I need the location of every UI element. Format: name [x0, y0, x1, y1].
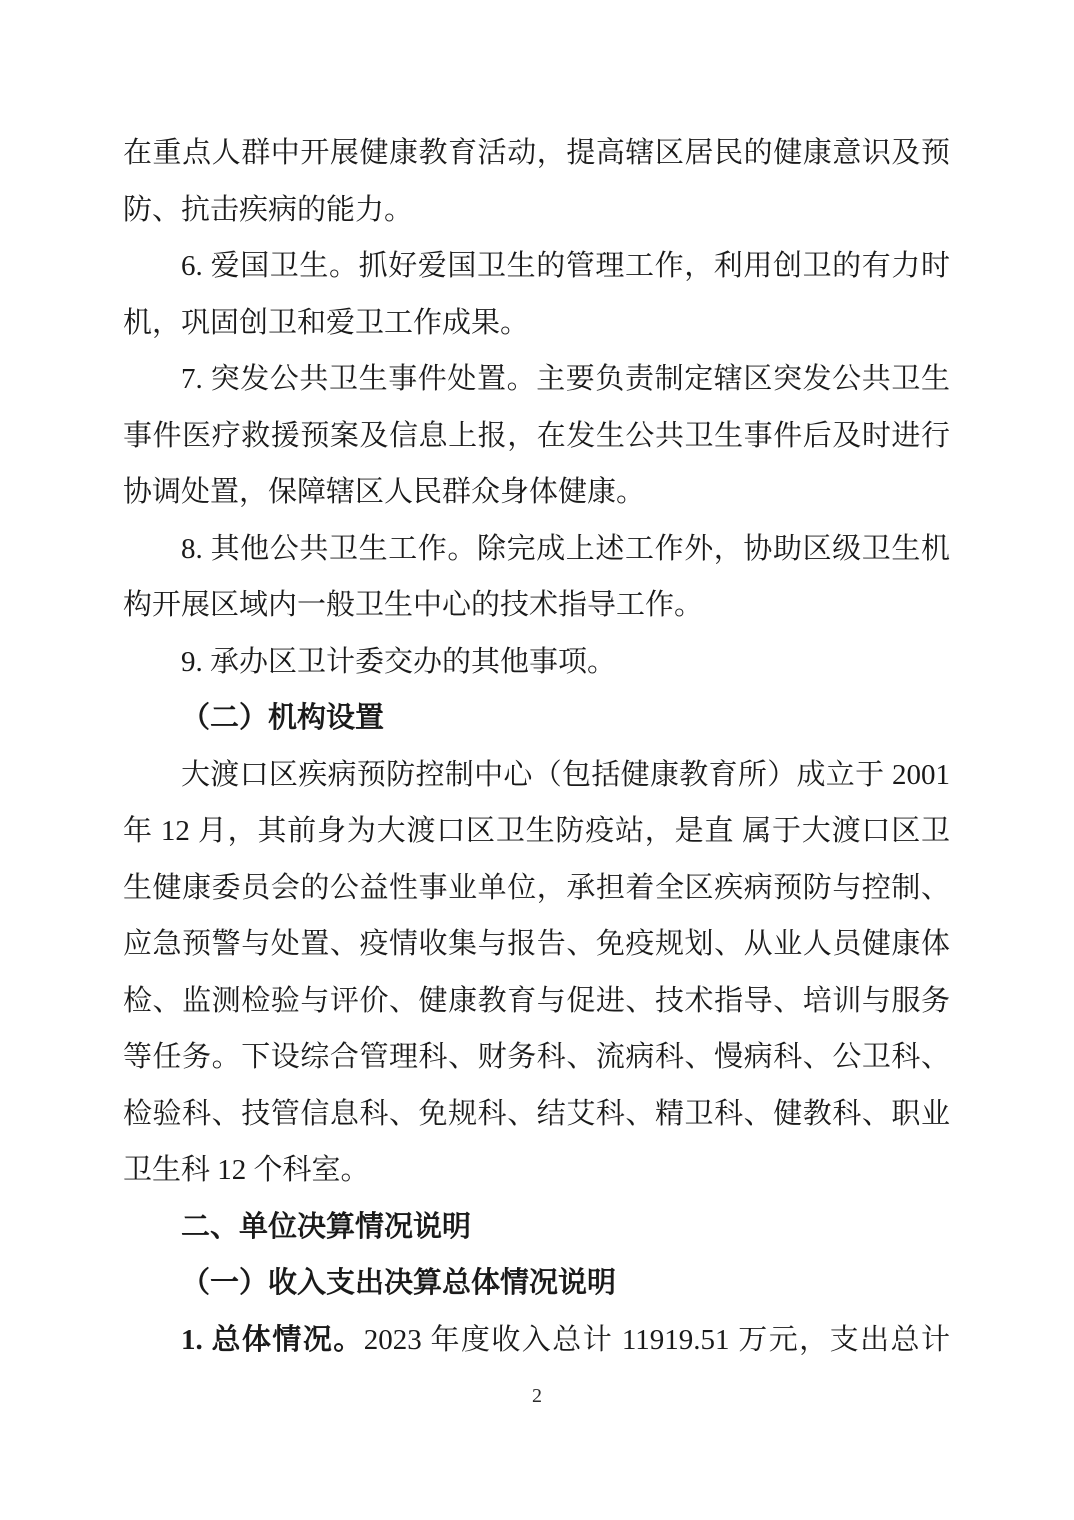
heading-revenue-expenditure-overview: （一）收入支出决算总体情况说明 [181, 1267, 617, 1299]
text-line: 检、监测检验与评价、健康教育与促进、技术指导、培训与服务 [123, 984, 950, 1017]
text-line: 协调处置，保障辖区人民群众身体健康。 [123, 476, 646, 508]
text-line: 构开展区域内一般卫生中心的技术指导工作。 [123, 589, 704, 621]
text-line: 生健康委员会的公益性事业单位，承担着全区疾病预防与控制、 [123, 871, 950, 904]
page-number: 2 [532, 1385, 542, 1407]
text-line: 事件医疗救援预案及信息上报，在发生公共卫生事件后及时进行 [123, 419, 950, 452]
text-line: 检验科、技管信息科、免规科、结艾科、精卫科、健教科、职业 [123, 1097, 950, 1130]
heading-final-accounts-statement: 二、单位决算情况说明 [181, 1210, 472, 1243]
document-body [123, 125, 950, 1368]
text-line-item-7: 7. 突发公共卫生事件处置。主要负责制定辖区突发公共卫生 [181, 363, 950, 395]
text-line-item-9: 9. 承办区卫计委交办的其他事项。 [181, 645, 617, 678]
bold-run: 1. 总体情况。 [181, 1323, 364, 1356]
text-line: 年 12 月，其前身为大渡口区卫生防疫站，是直 属于大渡口区卫 [123, 815, 950, 847]
text-line-item-1-overall [123, 1312, 950, 1369]
text-line-item-8: 8. 其他公共卫生工作。除完成上述工作外，协助区级卫生机 [181, 532, 950, 565]
text-line: 防、抗击疾病的能力。 [123, 193, 414, 226]
text-line: 应急预警与处置、疫情收集与报告、免疫规划、从业人员健康体 [123, 928, 950, 960]
heading-organization-setup: （二）机构设置 [181, 702, 385, 734]
text-line: 卫生科 12 个科室。 [123, 1154, 370, 1186]
text-run: 2023 年度收入总计 11919.51 万元，支出总计 [363, 1323, 950, 1356]
text-line: 机，巩固创卫和爱卫工作成果。 [123, 306, 530, 339]
text-line-item-6: 6. 爱国卫生。抓好爱国卫生的管理工作，利用创卫的有力时 [181, 250, 950, 282]
text-line: 在重点人群中开展健康教育活动，提高辖区居民的健康意识及预 [123, 137, 950, 169]
text-line: 大渡口区疾病预防控制中心（包括健康教育所）成立于 2001 [181, 758, 950, 791]
text-line: 等任务。下设综合管理科、财务科、流病科、慢病科、公卫科、 [123, 1041, 950, 1073]
